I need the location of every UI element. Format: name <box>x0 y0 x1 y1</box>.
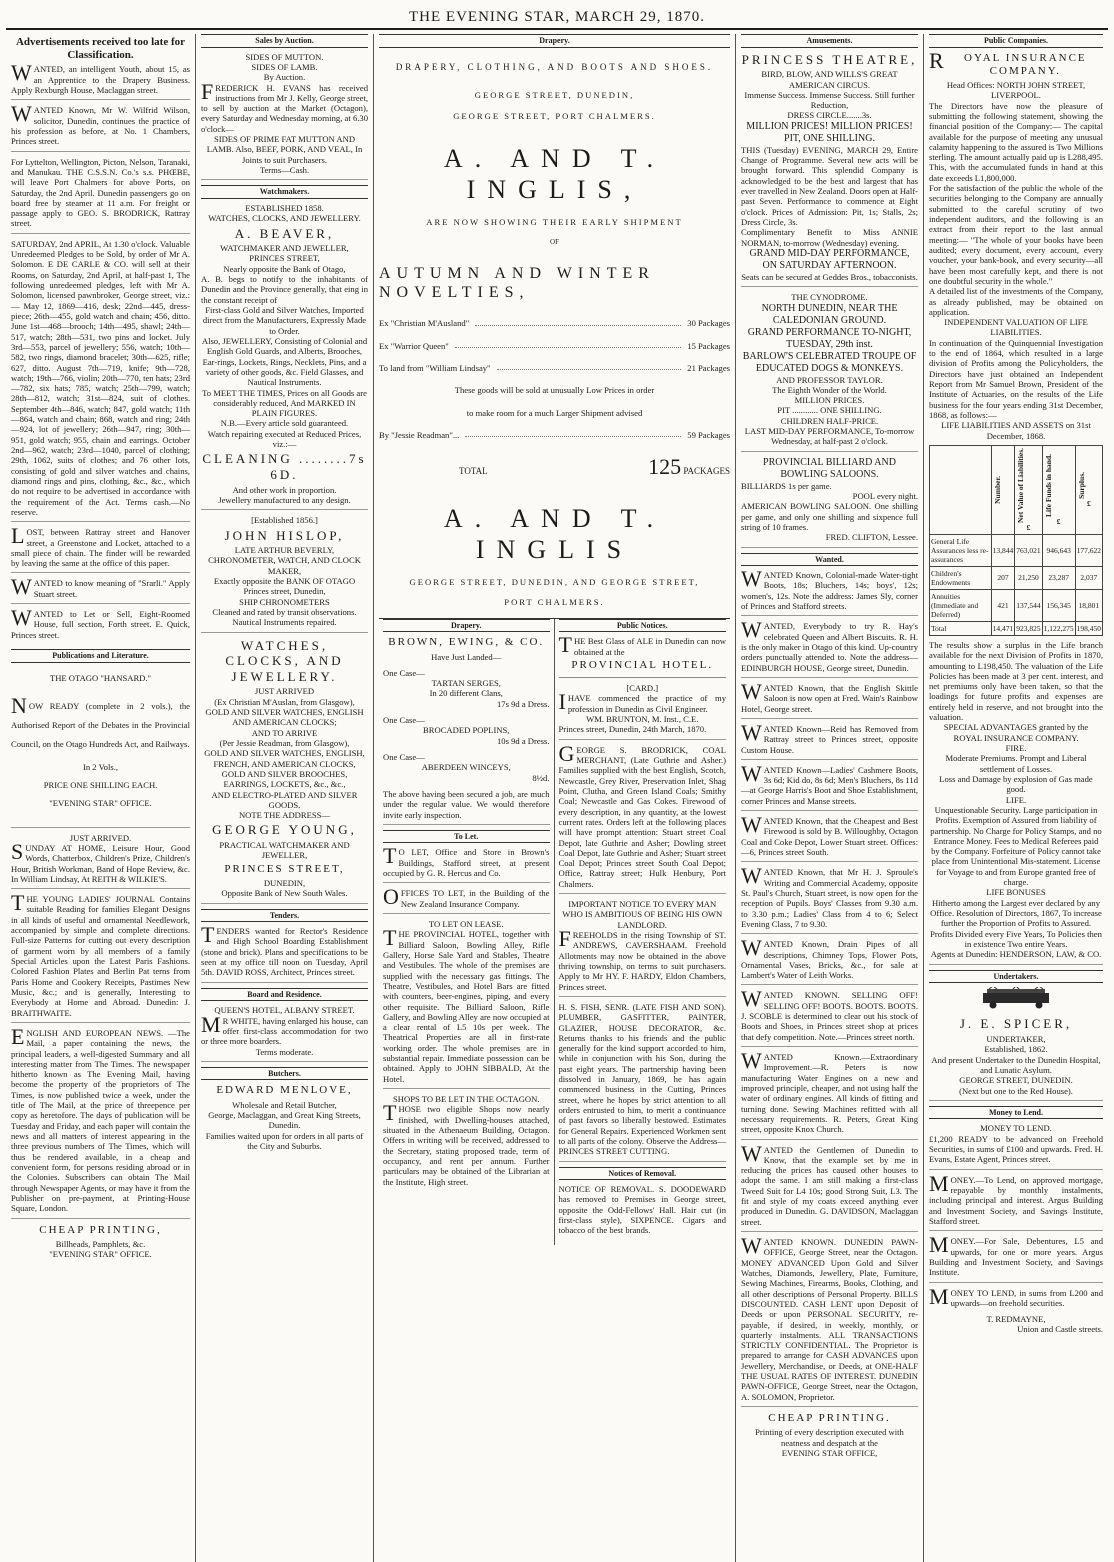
inglis-ad <box>379 62 730 608</box>
ad-line: Moderate Premiums. Prompt and Liberal settlement of Losses. <box>945 753 1087 774</box>
ad-line: WATCHMAKER AND JEWELLER, <box>220 243 349 254</box>
shipment-label: By "Jessie Readman"... <box>379 430 460 441</box>
table-cell: 21,250 <box>1015 566 1042 589</box>
ad: For Lyttelton, Wellington, Picton, Nelson, Taranaki, and Manukau. THE C.S.S.N. Co.'s s.s. PHŒBE, will leave Port Chalmers for above Ports, on Saturday, the 2nd April. Dunedin passengers go on board free by steamer at 11 a.m. For freight or passage apply to GEO. S. BRODRICK, Rattray street. <box>11 157 190 234</box>
ad-line: 10s 9d a Dress. <box>496 735 550 746</box>
section-heading: Sales by Auction. <box>201 34 368 48</box>
ad-line: (Next but one to the Red House). <box>959 1085 1073 1096</box>
ad-line: 8½d. <box>532 772 550 783</box>
ad-firm: A. AND T. INGLIS <box>443 503 666 564</box>
ad-line: OF <box>550 237 559 246</box>
ad-firm: J. E. SPICER, <box>959 1016 1073 1032</box>
row-label: Annuities (Immediate and Deferred) <box>930 589 992 621</box>
ad-line: BILLIARDS 1s per game. <box>741 480 832 491</box>
ad-line: Have Just Landed— <box>431 651 502 662</box>
ad-line: Princes street, Dunedin, <box>243 586 326 597</box>
ad-line: One Case— <box>383 715 425 726</box>
ad-line: PRICE ONE SHILLING EACH. <box>43 779 158 790</box>
header-label: Net Value of Liabilities. <box>1016 447 1026 523</box>
ad-body: The Directors have now the pleasure of submitting the following statement, showing the financial position of the Company:— The capital available for the purpose of meeting any unusual calamity happening to the assured is Two Millions sterling. The amount actually paid up is L288,495. This, with the accumulated funds in hand at this date exceeds L1,800,000. <box>929 100 1103 183</box>
ad-body: SUNDAY AT HOME, Leisure Hour, Good Words, Chatterbox, Children's Prize, Children's Hour, British Workman, Band of Hope Review, &c. In William Lindsay, At REITH & WILKIE'S. <box>11 838 190 884</box>
money-ad: £1,200 READY to be advanced on Freehold Securities, in sums of £100 and upwards. Fred. H. Evans, Estate Agent, Princes street. <box>929 1134 1103 1170</box>
total-value <box>648 454 730 480</box>
table-row <box>930 621 1103 635</box>
brown-ewing-ad <box>383 636 550 825</box>
ad-line: T. REDMAYNE, <box>986 1314 1046 1325</box>
ad-body: In continuation of the Quinquennial Investigation to the end of 1864, which resulted in a large division of Profits among the Policyholders, the Directors have just obtained an Independent Report from Mr Samuel Brown, President of the Institute of Actuaries, on the results of the Life business for the four years ending 31st December, 1868, as follows:— <box>929 337 1103 420</box>
wanted-ad: WANTED Known, that the English Skittle Saloon is now open at Fred. Wain's Rainbow Hotel, George street. <box>741 683 918 719</box>
ad-firm: A. BEAVER, <box>234 225 335 241</box>
late-ads-heading: Advertisements received too late for Classification. <box>15 36 185 62</box>
ad-body: Complimentary Benefit to Miss ANNIE NORMAN, to-morrow (Wednesday) evening. <box>741 227 918 248</box>
ad-line: Terms—Cash. <box>259 165 310 176</box>
ad-line: NOTE THE ADDRESS— <box>238 810 331 821</box>
table-cell: 923,825 <box>1015 621 1042 635</box>
ad-line: To MEET THE TIMES, Prices on all Goods are considerably reduced, And MARKED IN PLAIN FIGURES. <box>202 387 367 419</box>
life-liabilities-table <box>929 445 1103 636</box>
ad-body: FREDERICK H. EVANS has received instructions from Mr J. Kelly, George street, to sell by auction at the Market (Octagon), every Saturday and Wednesday morning, at 6.30 o'clock— <box>201 78 368 134</box>
ad-line: [CARD.] <box>626 683 659 694</box>
ad-line: SIDES OF MUTTON. <box>245 51 324 62</box>
ad-title: WATCHES, CLOCKS, AND JEWELLERY. <box>225 637 344 684</box>
ad-line: LIFE LIABILITIES AND ASSETS on 31st December, 1868. <box>941 420 1091 441</box>
table-header <box>1075 445 1102 534</box>
masthead: THE EVENING STAR, MARCH 29, 1870. <box>6 6 1108 30</box>
ad-line: SPECIAL ADVANTAGES granted by the ROYAL INSURANCE COMPANY. <box>943 722 1089 743</box>
ad-line: TO LET ON LEASE. <box>428 919 504 930</box>
ad-line: And other work in proportion. <box>232 484 337 495</box>
table-cell: 137,544 <box>1015 589 1042 621</box>
ad-line: Terms moderate. <box>255 1046 314 1057</box>
ad-title: PRINCESS THEATRE, <box>741 51 918 67</box>
table-cell: 198,450 <box>1075 621 1102 635</box>
ad-line: LATE ARTHUR BEVERLY, <box>234 545 335 556</box>
ad-line: Exactly opposite the BANK OF OTAGO <box>213 576 356 587</box>
ad: WANTED, an intelligent Youth, about 15, as an Apprentice to the Drapery Business. Apply Rexburgh House, Maclaggan street. <box>11 64 190 100</box>
wanted-ad: WANTED Known—Ladies' Cashmere Boots, 3s 6d; Kid do, 8s 6d; Men's Bluchers, 8s 11d—at George Harris's Boot and Shoe Establishment, corner Princes and Manse streets. <box>741 765 918 811</box>
ad: WANTED to know meaning of "Srarli." Apply Stuart street. <box>11 578 190 604</box>
wanted-ad: WANTED, Everybody to try R. Hay's celebrated Queen and Albert Biscuits. R. H. is the only maker in Otago of this kind. Up-country orders punctually attended to. Note the address— EDINBURGH HOUSE, George street, Dunedin. <box>741 621 918 678</box>
table-cell: 763,021 <box>1015 534 1042 566</box>
ad-line: UNDERTAKER, <box>986 1033 1046 1044</box>
column-2 <box>196 34 374 1562</box>
ad-title: THE OTAGO "HANSARD." <box>49 672 152 683</box>
ad-line: INDEPENDENT VALUATION OF LIFE LIABILITIES. <box>944 317 1088 338</box>
wanted-ad: WANTED KNOWN. DUNEDIN PAWN-OFFICE, George Street, near the Octagon. MONEY ADVANCED Upon Gold and Silver Watches, Diamonds, Jewellery, Plate, Furniture, Sewing Machines, Firearms, Books, Clothing, and all other descriptions of Personal Property. BILLS DISCOUNTED. CASH LENT upon Deposit of Deeds or upon PERSONAL SECURITY, re-payable, if desired, in weekly, monthly, or quarterly instalments. ALL TRANSACTIONS STRICTLY CONFIDENTIAL. The Proprietor is prepared to arrange for CASH ADVANCES upon Jewellery, Merchandise, or Deeds, at ONE-HALF THE USUAL RATES OF INTEREST. DUNEDIN PAWN-OFFICE, George Street, near the Octagon, A. SOLOMON, Proprietor. <box>741 1237 918 1407</box>
total-number: 125 <box>648 454 682 480</box>
shipment-label: Ex "Christian M'Ausland" <box>379 318 470 329</box>
section-heading: Amusements. <box>741 34 918 48</box>
section-heading: Butchers. <box>201 1067 368 1081</box>
ad-line: 17s 9d a Dress. <box>496 698 550 709</box>
table-cell: 946,643 <box>1042 534 1075 566</box>
wanted-ad: WANTED Known.—Extraordinary Improvement.—R. Peters is now manufacturing Water Engines on a new and improved principle, cheaper, and not using half the water of ordinary engines. All kinds of fitting and turning done. Sewing Machines refitted with all necessary requirements. R. Peters, Great King street, opposite Knox Church. <box>741 1052 918 1140</box>
ad-line: "EVENING STAR" OFFICE. <box>49 1249 152 1259</box>
dot-leader <box>497 363 682 370</box>
arrived-ad <box>11 833 190 890</box>
shipment-qty: 59 Packages <box>687 430 730 441</box>
columns <box>6 34 1108 1562</box>
subcolumn-right <box>555 619 731 1245</box>
ad-line: FRED. CLIFTON, Lessee. <box>825 532 918 543</box>
circus-ad <box>741 52 918 288</box>
ad: SATURDAY, 2nd APRIL, At 1.30 o'clock. Valuable Unredeemed Pledges to be Sold, by order of Mr A. Solomon. E DE CARLE & CO. will sell at their Rooms, on Saturday, 2nd April, at half-past 1, The following unredeemed pledges, left with Mr A. Solomon, licensed pawnbroker, George street, viz.:— May 12, 1869—416, desk; 22nd—445, dress-piece; 26th—455, gold watch and chain; 456, ditto. June 1st—468—brooch; 14th—495, shawl; 24th—517, watch; 28th—531, two pins and locket. July 3rd—553, parcel of jewellery; 556, watch; 10th—582, two rings, diamond bracelet; 30th—625, rifle; 627, ditto. August 7th—719, knife; 9th—728, watch; 19th—766, violin; 20th—770, ten hats; 23rd—782, six hats; 785, watch; 25th—799, watch; 28th—812, watch; 31st—824, suit of clothes. September 4th—846, watch; 847, gold watch; 11th—864, watch and chain; 868, watch and ring; 24th—924, lot of jewellery; 26th—947, ring; 30th—951, gold watch; 955, chain and earrings. October 2nd—962, watch; 23rd—1040, parcel of clothing; 29th, 1062, suits of clothes; and 76 other lots, consisting of gold and silver watches and chains, diamond rings and pins, clothing, &c., &c., which do not require to be advertised in accordance with the requirement of the Act. Terms cash.—No reserve. <box>11 239 190 522</box>
ad-line: The Eighth Wonder of the World. <box>772 384 887 395</box>
ad-line: LAST MID-DAY PERFORMANCE, To-morrow Wednesday, at half-past 2 o'clock. <box>744 426 915 447</box>
table-cell: 1,122,275 <box>1042 621 1075 635</box>
ad-line: And present Undertaker to the Dunedin Hospital, and Lunatic Asylum. <box>931 1054 1101 1075</box>
ad-line: (Per Jessie Readman, from Glasgow), <box>219 737 350 748</box>
column-3 <box>374 34 736 1562</box>
fish-ad: H. S. FISH, SENR. (LATE FISH AND SON). PLUMBER, GASFITTER, PAINTER, GLAZIER, HOUSE DECORATOR, &c. Returns thanks to his friends and the public generally for the kind support accorded to him, while in conjunction with his Son, during the past eight years. The partnership having been dissolved in January, 1869, he has again commenced business in the Cutting, Princes street, where he hopes by strict attention to all orders entrusted to him, to merit a continuance of past favors so liberally bestowed. Estimates for General Repairs. Experienced Workmen sent to all parts of the colony. Observe the Address—PRINCES STREET CUTTING. <box>559 1002 727 1162</box>
ad-title: PROVINCIAL BILLIARD AND BOWLING SALOONS. <box>763 456 896 480</box>
ad-body: MR WHITE, having enlarged his house, can offer first-class accommodation for two or three more boarders. <box>201 1011 368 1047</box>
shipment-label: Ex "Warrior Queen" <box>379 340 449 351</box>
table-header <box>1015 445 1042 534</box>
ad-line: GRAND PERFORMANCE TO-NIGHT, TUESDAY, 29th inst. <box>747 326 912 350</box>
shipment-row <box>379 341 730 351</box>
table-header <box>991 445 1015 534</box>
ad-title: JUST ARRIVED. <box>69 832 132 843</box>
ad-line: EVENING STAR OFFICE, <box>781 1447 878 1458</box>
ad-line: First-class Gold and Silver Watches, Imported direct from the Manufacturers, Expressly Made to Order. <box>202 305 367 336</box>
table-header <box>1042 445 1075 534</box>
tenders-ad: TENDERS wanted for Rector's Residence and High School Boarding Establishment (stone and brick). Plans and specifications to be seen at my office till noon on Tuesday, April 5th. DAVID ROSS, Architect, Princes street. <box>201 926 368 983</box>
wanted-ad: WANTED Known—Reid has Removed from Rattray street to Princes street, opposite Custom House. <box>741 724 918 760</box>
table-cell: 2,037 <box>1075 566 1102 589</box>
ad-line: JUST ARRIVED <box>254 686 315 697</box>
ad-line: Watch repairing executed at Reduced Prices, viz.:— <box>207 428 362 450</box>
ad-line: POOL every night. <box>852 491 918 501</box>
total-label: TOTAL <box>459 466 488 477</box>
section-heading: Watchmakers. <box>201 185 368 199</box>
shipment-qty: 30 Packages <box>687 318 730 329</box>
royal-insurance-ad <box>929 47 1103 965</box>
ad-body: The results show a surplus in the Life branch available for the next Division of Profits in 1870, amounting to L198,450. The valuation of the Life Policies has been made at 3 per cent. interest, and net premiums only have been taken, so that the loadings for future profits and expenses are entirely held in reserve, and not brought into the valuation. <box>929 639 1103 723</box>
removal-ad: NOTICE OF REMOVAL. S. DOODEWARD has removed to Premises in George street, opposite the Odd-Fellows' Hall. Hair cut (in first-class style), SIXPENCE. Cigars and tobacco of the best brands. <box>558 1184 726 1236</box>
news-ad: ENGLISH AND EUROPEAN NEWS. —The Mail, a paper containing the news, the principal leaders, a well-digested Summary and all interesting matter from The Times. The newspaper hitherto known as The Evening Mail, having become the property of the proprietors of The Times, is now published twice a week, under the title of The Mail, at the price of threepence per copy as heretofore. The days of publication will be Tuesday and Friday, and each paper will contain the news and all matters of interest appearing in the three previous numbers of The Times, which will thus be rendered available, in a cheap and convenient form, for persons residing abroad or in the Colonies. Subscribers can obtain The Mail through Newspaper Agents, or may have it from the Publisher on pre-payment, at Printing-House Square, London. <box>11 1028 190 1219</box>
ad-line: CHILDREN HALF-PRICE. <box>780 415 879 426</box>
shipment-label: To land from "William Lindsay" <box>379 363 491 374</box>
header-label: Surplus. <box>1076 471 1086 499</box>
ad-line: WATCHES, CLOCKS, AND JEWELLERY. <box>208 213 361 224</box>
ad: WANTED to Let or Sell, Eight-Roomed House, full section, Forth street. E. Quick, Princes street. <box>11 605 190 640</box>
ad-line: AND ELECTRO-PLATED AND SILVER GOODS. <box>211 789 358 810</box>
ad-line: In 2 Vols., <box>82 761 119 772</box>
journal-ad: THE YOUNG LADIES' JOURNAL Contains suitable Reading for families Elegant Designs in all kinds of useful and ornamental Needlework, accompanied by simple and complete directions. Full-size Patterns for cutting out every description of garment worn by all members of a family Special Articles upon the Latest Paris Fashions. Colored Fashion Plates and Berlin Pat terns from Paris Home and Cookery Receipts, Pastimes New Music, &c.; and is generally, Interesting to Everybody at Home and Abroad. Dunedin: J. BRAITHWAITE. <box>11 894 190 1023</box>
ad-line: By Auction. <box>263 72 306 83</box>
ad-body: For the satisfaction of the public the whole of the securities belonging to the Company are annually submitted to the careful scrutiny of two independent auditors, and the following is an extract from their report to the last annual meeting:— "The whole of your books have been audited; every document, every account, every voucher, your bank-book, and every security—all have been most carefully kept, and there is not one doubtful security in the whole." <box>929 183 1103 286</box>
ad-firm: A. AND T. INGLIS, <box>443 144 666 205</box>
ad-line: BROCADED POPLINS, <box>423 725 510 736</box>
ad-firm: BROWN, EWING, & CO. <box>388 636 545 649</box>
beaver-ad <box>201 203 368 510</box>
ad-line: These goods will be sold at unusually Low Prices in order <box>454 385 655 396</box>
ad-price: CLEANING ........7s 6D. <box>202 451 367 482</box>
young-ad <box>201 638 368 904</box>
row-label: Children's Endowments <box>930 566 992 589</box>
header-label: Number. <box>992 475 1002 504</box>
ad: LOST, between Rattray street and Hanover street, a Greenstone and Locket, attached to a small piece of chain. The finder will be rewarded by leaving the same at the office of this paper. <box>11 527 190 573</box>
ad-line: PROVINCIAL HOTEL. <box>571 658 714 671</box>
ad-body: Hitherto among the Largest ever declared by any Office. Resolution of Directors, 1867, To increase further the Proportion of Profits to Assured. Profits Divided every Five Years, To Policies then in existence Two entire Years. <box>930 897 1102 949</box>
table-cell: 23,287 <box>1042 566 1075 589</box>
ad-line: [Established 1856.] <box>251 515 318 526</box>
let-ad: TO LET, Office and Store in Brown's Buildings, Stafford street, at present occupied by G. R. Hercus and Co. <box>383 847 550 883</box>
ad-line: CHRONOMETER, WATCH, AND CLOCK MAKER, <box>208 555 361 576</box>
ad-line: LIFE BONUSES <box>986 887 1046 898</box>
ad-line: Billheads, Pamphlets, &c. <box>55 1238 146 1249</box>
total-row <box>379 454 730 480</box>
ad-line: BARLOW'S CELEBRATED TROUPE OF EDUCATED DOGS & MONKEYS. <box>742 350 917 374</box>
ad-line: PRINCES STREET, <box>249 253 320 264</box>
section-heading: Undertakers. <box>929 970 1103 984</box>
table-cell: 177,622 <box>1075 534 1102 566</box>
undertaker-ad <box>929 987 1103 1101</box>
wanted-ad: WANTED KNOWN. SELLING OFF! SELLING OFF! BOOTS. BOOTS. BOOTS. J. SCOBLE is determined to clear out his stock of Boots and Shoes, in Princes street shop at prices that defy competition. Note.—Princes street north. <box>741 990 918 1047</box>
ad-line: MILLION PRICES. <box>794 395 865 406</box>
ad-line: Opposite Bank of New South Wales. <box>221 888 348 899</box>
ad-firm: EDWARD MENLOVE, <box>216 1084 353 1097</box>
divider <box>559 677 727 678</box>
wanted-ad: WANTED Known, that Mr H. J. Sproule's Writing and Commercial Academy, opposite St. Paul's Church, Stuart street, is now open for the reception of Pupils. Boys' Classes from 9.30 a.m. to 3.30 p.m.; Ladies' Class from 4 to 6; Select Evening Class, 7 to 9.30. <box>741 867 918 934</box>
ad-line: GOLD AND SILVER WATCHES, ENGLISH, FRENCH, AND AMERICAN CLOCKS, <box>204 748 365 769</box>
ad-line: TARTAN SERGES, <box>431 678 501 689</box>
section-heading: To Let. <box>383 830 550 844</box>
ad-line: NORTH DUNEDIN, NEAR THE CALEDONIAN GROUND. <box>761 302 898 326</box>
column-5 <box>924 34 1108 1562</box>
ad-line: LIFE. <box>1005 794 1027 805</box>
dot-leader <box>465 430 681 437</box>
table-cell: 13,844 <box>991 534 1015 566</box>
ad-line: Jewellery manufactured to any design. <box>218 494 351 505</box>
ad-line: (Ex Christian M'Auslan, from Glasgow), <box>214 696 355 707</box>
ad-body: NOW READY (complete in 2 vols.), the Authorised Report of the Debates in the Provincial Council, on the Otago Hundreds Act, and Railways. <box>11 692 190 749</box>
ad-line: Head Offices: NORTH JOHN STREET, LIVERPOOL. <box>946 79 1086 101</box>
cynodrome-ad <box>741 292 918 452</box>
hansard-ad <box>11 673 190 828</box>
section-heading: Drapery. <box>383 619 550 633</box>
ad-title: THE CYNODROME. <box>791 292 868 303</box>
ad-line: PIT ............ ONE SHILLING. <box>777 405 882 416</box>
money-ad: MONEY TO LEND, in sums from L200 and upwards—on freehold securities. <box>929 1283 1103 1309</box>
ad-line: SIDES OF LAMB. <box>251 61 318 72</box>
ad-line: ABERDEEN WINCEYS, <box>421 762 511 773</box>
ad-body: A. B. begs to notify to the inhabitants of Dunedin and the Province generally, that eing in the constant receipt of <box>201 274 368 305</box>
ad-line: SHOPS TO BE LET IN THE OCTAGON. <box>393 1094 540 1105</box>
board-ad <box>201 1005 368 1062</box>
table-cell: 14,471 <box>991 621 1015 635</box>
section-heading: Public Notices. <box>559 619 727 633</box>
let-ad: THOSE two eligible Shops now nearly finished, with Dwelling-houses attached, situated in the Athenaeum Building, Octagon. Offers in writing will be received, addressed to the Secretary, stating proposed trade, term of occupancy, and rent per annum. Further particulars may be obtained of the Librarian at the Institute, High street. <box>383 1100 550 1187</box>
currency: £ <box>1026 522 1031 532</box>
dot-leader <box>475 318 681 325</box>
ad-firm: JOHN HISLOP, <box>224 527 345 543</box>
let-ad: OFFICES TO LET, in the Building of the New Zealand Insurance Company. <box>383 888 550 914</box>
section-heading: Money to Lend. <box>929 1106 1103 1120</box>
ad-body: A detailed list of the investments of the Company, as already published, may be obtained on application. <box>929 286 1103 317</box>
ad-line: FIRE. <box>1005 743 1027 754</box>
ad-line: GOLD AND SILVER WATCHES, ENGLISH AND AMERICAN CLOCKS; <box>205 707 364 728</box>
ad-line: Union and Castle streets. <box>1017 1324 1103 1335</box>
let-ad: THE PROVINCIAL HOTEL, together with Billiard Saloon, Bowling Alley, Rifle Gallery, Horse Sale Yard and Stables, Theatre and Vestibules. The whole of the premises are supplied with the necessary gas fittings. The Theatre, Vestibules, and Hotel Bars are fitted with counters, beer-engines, piping, and every other requisite. The Billiard Saloon, Rifle Gallery, and Bowling Alley are now occupied at a clear rental of L5 10s per week. The Theatrical Properties are all in first-rate working order. The whole premises are in substantial repair. Immediate possession can be obtained. Apply to JOHN SIBBALD, At the Hotel. <box>383 929 550 1089</box>
ad-novelties: AUTUMN AND WINTER NOVELTIES, <box>379 265 655 302</box>
ad-body: AMERICAN BOWLING SALOON. One shilling per game, and only one shilling and sixpence full string of 10 frames. <box>741 501 918 532</box>
ad-line: Established, 1862. <box>984 1044 1048 1055</box>
ad-line: to make room for a much Larger Shipment advised <box>466 407 643 418</box>
ad-body: Unquestionable Security. Large participation in Profits. Exemption of Assured from liability of partnership. No Charge for Policy Stamps, and no Entrance Money. Fees to Medical Referees paid by the Company. Forfeiture of Policy cannot take place from Unintentional Mis-statement. License for Voyage to and from Europe granted free of charge. <box>930 804 1102 888</box>
table-cell: 421 <box>991 589 1015 621</box>
ad-line: SHIP CHRONOMETERS <box>239 596 330 607</box>
hislop-ad <box>201 515 368 632</box>
ad-line: GEORGE STREET, DUNEDIN. <box>959 1075 1073 1086</box>
ad-line: PRACTICAL WATCHMAKER AND JEWELLER, <box>219 840 350 861</box>
ad-line: Printing of every description executed with neatness and despatch at the <box>755 1427 904 1448</box>
ad-line: AND TO ARRIVE <box>251 727 318 738</box>
ad-line: WM. BRUNTON, M. Inst., C.E. <box>586 714 699 725</box>
ad-title: CHEAP PRINTING, <box>39 1223 162 1236</box>
subcolumns <box>379 618 730 1245</box>
ad-body: The above having been secured a job, are much under the regular value. We would therefore invite early inspection. <box>383 788 550 820</box>
ad-line: George, Maclaggan, and Great King Streets, Dunedin. <box>208 1109 361 1131</box>
table-cell: 18,801 <box>1075 589 1102 621</box>
ad-line: ESTABLISHED 1858. <box>245 202 324 213</box>
currency: £ <box>1056 516 1061 526</box>
table-cell: 207 <box>991 566 1015 589</box>
section-heading: Notices of Removal. <box>559 1167 727 1181</box>
shipment-qty: 15 Packages <box>687 340 730 351</box>
ad-address: GEORGE STREET, DUNEDIN, AND GEORGE STREET, <box>409 577 700 588</box>
freeholds-ad: FREEHOLDS in the rising Township of ST. ANDREWS, CAVERSHAAM. Freehold Allotments may now be obtained in the above thriving township, on terms to suit purchasers. Apply to Mr HY. F. HARDY, Eldon Chambers, Princes street. <box>559 930 727 997</box>
section-heading: Wanted. <box>741 553 918 567</box>
ad: WANTED Known, Mr W. Wilfrid Wilson, solicitor, Dunedin, continues the practice of his profession as before, at No. 1 Chambers, Princes street. <box>11 105 190 151</box>
ad-title: CHEAP PRINTING. <box>768 1412 891 1425</box>
ad-line: Nearly opposite the Bank of Otago, <box>223 263 346 274</box>
wanted-ad: WANTED the Gentlemen of Dunedin to Know, that the example set by me in reducing the prices has caused other houses to adopt the same. I am still making a first-class Tweed Suit for L4 10s; good Strong Suit, L3. The fit and style of my coats exceed anything ever produced in Dunedin. G. DAVIDSON, Maclaggan street. <box>741 1145 918 1233</box>
ad-address: PORT CHALMERS. <box>504 597 605 608</box>
ad-title: IMPORTANT NOTICE TO EVERY MAN WHO IS AMBITIOUS OF BEING HIS OWN LANDLORD. <box>562 899 723 930</box>
section-heading: Drapery. <box>379 34 730 48</box>
late-ads <box>11 60 190 644</box>
printing-ad <box>741 1412 918 1462</box>
ad-line: MILLION PRICES! MILLION PRICES! PIT, ONE SHILLING. <box>746 120 913 144</box>
table-row <box>930 566 1103 589</box>
total-unit: PACKAGES <box>683 466 730 477</box>
ad-line: Immense Success. Immense Success. Still further Reduction, <box>744 89 915 111</box>
ad-firm: GEORGE YOUNG, <box>212 822 357 838</box>
dot-leader <box>455 341 681 348</box>
column-1 <box>6 34 196 1562</box>
ad-line: Princes street, Dunedin, 24th March, 1870. <box>559 724 727 739</box>
column-4 <box>736 34 924 1562</box>
money-ad: MONEY.—For Sale, Debentures, L5 and upwards, for one or more years. Argus Building and Investment Society, and Savings Institute. <box>929 1236 1103 1282</box>
hearse-ornament-icon <box>929 987 1103 1014</box>
brodrick-ad: GEORGE S. BRODRICK, COAL MERCHANT, (Late Guthrie and Asher.) Families supplied with the best English, Scotch, Newcastle, Grey River, Preservation Inlet, Shag Point, Clutha, and Green Island Coals; Smithy Coal; Newcastle and Gas Cokes. Firewood of every description, in any quantity, at the lowest current rates. Orders left at the following places will have prompt attention: Stuart street Coal Depot, late Guthrie and Asher; Dowling street Coal Depot, late Guthrie and Asher; Stuart street Coal Depot; Princes street South Coal Depot; Office, Rattray street; Hulk Henbury, Port Chalmers. <box>559 745 727 894</box>
ad-line: One Case— <box>383 667 425 678</box>
ad-address: GEORGE STREET, PORT CHALMERS. <box>453 110 656 121</box>
ad-line: In 20 different Clans, <box>429 688 503 699</box>
ad-line: DUNEDIN, <box>263 877 306 888</box>
ad-line: Families waited upon for orders in all parts of the City and Suburbs. <box>205 1130 364 1151</box>
ad-line: Wholesale and Retail Butcher, <box>232 1099 337 1110</box>
ad-line: GOLD AND SILVER BROOCHES, EARRINGS, LOCKETS, &c., &c., <box>221 768 348 790</box>
ad-line: BIRD, BLOW, AND WILLS'S GREAT AMERICAN CIRCUS. <box>761 69 898 90</box>
ad-line: ARE NOW SHOWING THEIR EARLY SHIPMENT <box>426 217 683 228</box>
table-row <box>930 589 1103 621</box>
ad-title: ROYAL INSURANCE COMPANY. <box>929 47 1087 77</box>
header-label: Life Funds in hand. <box>1043 453 1053 517</box>
shipment-row <box>379 363 730 373</box>
shipment-row <box>379 318 730 328</box>
billiard-ad <box>741 457 918 548</box>
ad-line: Seats can be secured at Geddes Bros., tobacconists. <box>741 271 918 282</box>
ad-body: THIS (Tuesday) EVENING, MARCH 29, Entire Change of Programme. Several new acts will be brought forward. This splendid Company is acknowledged to be the best and largest that has ever travelled in New Zealand. Doors open at Half-past Seven. Performance to commence at Eight o'clock. Prices of Admission: Pit, 1s; Stalls, 2s; Dress Circle, 3s. <box>741 144 918 227</box>
ad-body: THE Best Glass of ALE in Dunedin can now obtained at the <box>558 632 726 658</box>
currency: £ <box>1086 498 1091 508</box>
ad-address: GEORGE STREET, DUNEDIN, <box>474 90 635 101</box>
section-heading: Publications and Literature. <box>11 649 190 663</box>
shipment-row <box>379 430 730 440</box>
printing-ad <box>11 1224 190 1264</box>
ad-line: PRINCES STREET, <box>224 862 345 875</box>
shipment-qty: 21 Packages <box>687 363 730 374</box>
table-corner <box>930 445 992 534</box>
section-heading: Tenders. <box>201 909 368 923</box>
ad-line: SIDES OF PRIME FAT MUTTON AND LAMB. Also, BEEF, PORK, AND VEAL, In Joints to suit Purchasers. <box>206 134 363 165</box>
section-heading: Public Companies. <box>929 34 1103 48</box>
ad-title: DRAPERY, CLOTHING, AND BOOTS AND SHOES. <box>395 61 714 72</box>
ad-line: DRESS CIRCLE.......3s. <box>787 110 872 121</box>
row-label: General Life Assurances less re-assurances <box>930 534 992 566</box>
section-heading: Board and Residence. <box>201 988 368 1002</box>
ad-line: Also, JEWELLERY, Consisting of Colonial and English Gold Guards, and Alberts, Brooches, Ear-rings, Lockets, Rings, Necklets, Pins, and a variety of other goods, &c. Field Glasses, and Nautical Instruments. <box>201 335 368 388</box>
ad-line: One Case— <box>383 752 425 763</box>
wanted-ad: WANTED Known, Colonial-made Water-tight Boots, 18s; Bluchers, 14s; boys', 12s; women's, 12s. Note the address: James Sly, corner of Princes and Stafford streets. <box>741 570 918 616</box>
butchers-ad <box>201 1084 368 1155</box>
ad-title: QUEEN'S HOTEL, ALBANY STREET. <box>214 1005 355 1016</box>
ad-line: Loss and Damage by explosion of Gas made good. <box>939 773 1093 795</box>
ad-line: Cleaned and rated by transit observations. Nautical Instruments repaired. <box>212 607 357 628</box>
table-cell: 156,345 <box>1042 589 1075 621</box>
ad-line: N.B.—Every article sold guaranteed. <box>220 418 349 429</box>
wanted-ad: WANTED Known, that the Cheapest and Best Firewood is sold by B. Willoughby, Octagon Coal and Coke Depot, Lower Stuart street. Offices:—6, Princes street South. <box>741 816 918 862</box>
row-label: Total <box>930 621 992 635</box>
hearse-icon <box>971 987 1061 1009</box>
auction-ad <box>201 52 368 181</box>
ad-line: GRAND MID-DAY PERFORMANCE, ON SATURDAY AFTERNOON. <box>749 247 910 271</box>
ad-line: AND PROFESSOR TAYLOR. <box>776 374 883 385</box>
ad-body: IHAVE commenced the practice of my profession in Dunedin as Civil Engineer. <box>558 689 726 715</box>
ad-line: Agents at Dunedin: HENDERSON, LAW, & CO. <box>930 949 1102 960</box>
wanted-ad: WANTED Known, Drain Pipes of all descriptions, Chimney Tops, Flower Pots, Ornamental Vases, Bricks, &c., for sale at Lambert's Water of Leith Works. <box>741 939 918 985</box>
ad-line: MONEY TO LEND. <box>980 1123 1052 1134</box>
ad-line: "EVENING STAR" OFFICE. <box>49 798 152 809</box>
table-header-row <box>930 445 1103 534</box>
money-ad: MONEY.—To Lend, on approved mortgage, repayable by monthly instalments, including principal and interest. Argus Building and Investment Society, and Savings Institute, Stafford street. <box>929 1175 1103 1232</box>
subcolumn-left <box>379 619 555 1245</box>
table-row <box>930 534 1103 566</box>
